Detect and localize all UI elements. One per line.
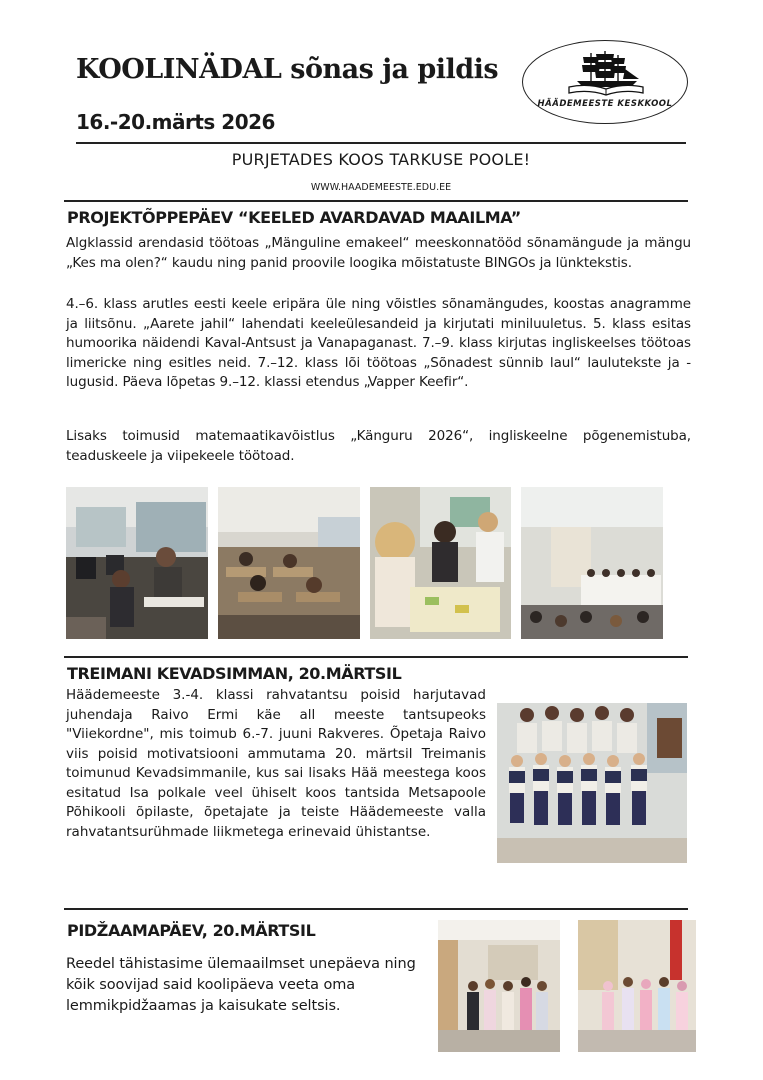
section2-title: TREIMANI KEVADSIMMAN, 20.MÄRTSIL [67,664,402,683]
newsletter-date: 16.-20.märts 2026 [76,110,275,134]
header-divider [76,142,686,144]
photo-board-game [370,487,511,639]
section3-paragraph: Reedel tähistasime ülemaailmset unepäeva ning kõik soovijad said koolipäeva veeta oma lemmikpidžaamas ja kaisukate seltsis. [66,956,416,1014]
slogan: PURJETADES KOOS TARKUSE POOLE! [231,150,531,169]
photo-stage-performance [521,487,663,639]
section2-paragraph: Häädemeeste 3.-4. klassi rahvatantsu poisid harjutavad juhendaja Raivo Ermi käe all meeste tantsupeoks "Viiekordne", mis toimub 6.-7. juuni Rakveres. Õpetaja Raivo viis poisid motivatsiooni ammutama 20. märtsil Treimanis toimunud Kevadsimmanile, kus sai lisaks Hää meestega koos esitatud Isa polkale veel ühiselt koos tantsida Metsapoole Põhikooli õpilaste, õpetajate ja teiste Häädemeeste valla rahvatantsurühmade liikmetega erinevaid ühistantse. [66,687,486,840]
section3-divider [64,908,688,910]
website-link[interactable]: WWW.HAADEMEESTE.EDU.EE [310,182,452,193]
newsletter-title: KOOLINÄDAL sõnas ja pildis [76,54,499,85]
photo-pajama-day-hallway [438,920,560,1052]
photo-folk-dance-boys [497,703,687,863]
ship-book-icon [563,49,649,97]
section2-divider [64,656,688,658]
logo-caption: HÄÄDEMEESTE KESKKOOL [537,99,673,109]
section3-title: PIDŽAAMAPÄEV, 20.MÄRTSIL [67,921,316,940]
photo-classroom-desks [218,487,360,639]
photo-computer-class [66,487,208,639]
school-logo [522,40,688,124]
section1-paragraph: 4.–6. klass arutles eesti keele eripära üle ning võistles sõnamängudes, koostas anagramme ja liitsõnu. „Aarete jahil“ lahendati keeleülesandeid ja kirjutati miniluuletus. 5. klass esitas humoorika näidendi Kaval-Antsust ja Vanapaganast. 7.–9. klass kirjutas ingliskeelses töötoas limericke ning esitles neid. 7.–12. klass lõi töötoas „Sõnadest sünnib laul“ laulutekste ja -lugusid. Päeva lõpetas 9.–12. klassi etendus „Vapper Keefir“. [66,296,691,390]
section1-paragraph: Algklassid arendasid töötoas „Mänguline emakeel“ meeskonnatööd sõnamängude ja mängu „Kes ma olen?“ kaudu ning panid proovile loogika mõistatuste BINGOs ja lünktekstis. [66,235,691,271]
photo-pajama-day-group [578,920,696,1052]
section1-divider [64,200,688,202]
section1-title: PROJEKTÕPPEPÄEV “KEELED AVARDAVAD MAAILMA” [67,208,521,227]
section1-paragraph: Lisaks toimusid matemaatikavõistlus „Känguru 2026“, ingliskeelne põgenemistuba, teaduskeele ja viipekeele töötoad. [66,428,691,464]
